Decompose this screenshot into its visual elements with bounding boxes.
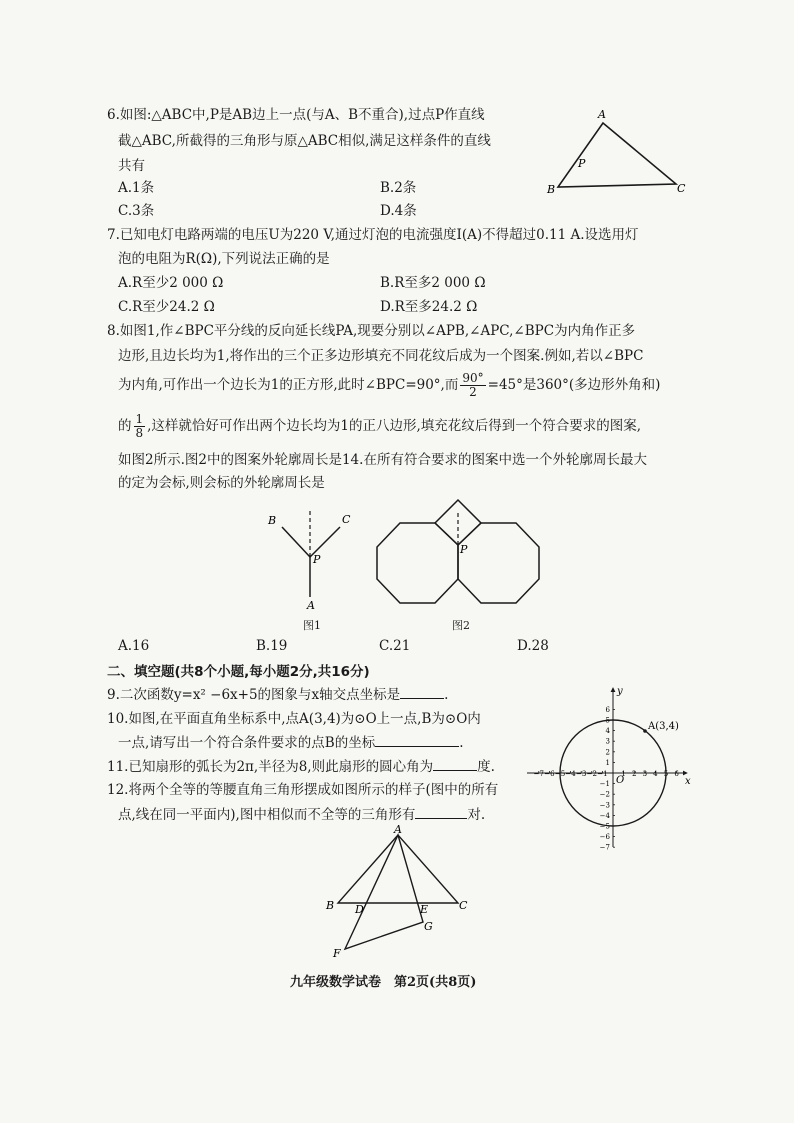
q10-text-end: . [459, 735, 464, 751]
q8-line3-start: 为内角,可作出一个边长为1的正方形,此时∠BPC=90°,而 [118, 377, 459, 393]
q7-line1: 7.已知电灯电路两端的电压U为220 V,通过灯泡的电流强度I(A)不得超过0.11 A.设选用灯 [107, 227, 639, 243]
x-tick-label: −5 [554, 770, 566, 778]
q6-option-c[interactable]: C.3条 [118, 203, 155, 219]
q12-label-a: A [394, 825, 402, 836]
x-tick-label: −7 [533, 770, 544, 778]
q6-option-a[interactable]: A.1条 [118, 180, 155, 196]
y-tick-label: 1 [605, 758, 610, 767]
y-tick-label: 3 [605, 737, 610, 746]
q8-line3 [118, 372, 660, 399]
y-tick-label: 4 [605, 727, 610, 736]
q6-label-a: A [598, 108, 606, 121]
q8-line4 [118, 413, 641, 440]
q9-text: 9.二次函数y=x² −6x+5的图象与x轴交点坐标是 [107, 687, 401, 703]
q6-label-c: C [677, 182, 686, 195]
q12-label-d: D [355, 903, 364, 916]
q12-line1: 12.将两个全等的等腰直角三角形摆成如图所示的样子(图中的所有 [107, 782, 499, 798]
q11-line [107, 756, 495, 777]
origin-label: O [616, 775, 625, 786]
q7-option-a[interactable]: A.R至少2 000 Ω [118, 275, 224, 291]
q8-line5: 如图2所示.图2中的图案外轮廓周长是14.在所有符合要求的图案中选一个外轮廓周长最大 [118, 452, 647, 468]
point-a [643, 729, 647, 733]
q8-line3-end: =45°是360°(多边形外角和) [487, 377, 661, 393]
y-tick-label: −2 [599, 790, 610, 799]
q6-option-d[interactable]: D.4条 [380, 203, 417, 219]
q7-line2: 泡的电阻为R(Ω),下列说法正确的是 [118, 251, 330, 267]
x-tick-label: −3 [576, 770, 587, 778]
q6-line1: 6.如图:△ABC中,P是AB边上一点(与A、B不重合),过点P作直线 [107, 107, 485, 123]
q11-answer-blank[interactable] [433, 756, 477, 771]
y-axis-label: y [617, 686, 623, 697]
q6-option-b[interactable]: B.2条 [380, 180, 417, 196]
q6-triangle-figure [540, 105, 700, 200]
q7-option-d[interactable]: D.R至多24.2 Ω [380, 299, 478, 315]
x-axis-label: x [685, 776, 691, 787]
q8-option-b[interactable]: B.19 [256, 638, 288, 654]
page-footer: 九年级数学试卷 第2页(共8页) [290, 975, 477, 990]
q11-text-end: 度. [477, 759, 495, 775]
x-tick-label: 2 [631, 770, 637, 778]
x-tick-label: 6 [674, 770, 679, 778]
q8-line6: 的定为会标,则会标的外轮廓周长是 [118, 475, 325, 491]
q8-figure1-caption: 图1 [303, 619, 321, 632]
q10-text: 一点,请写出一个符合条件要求的点B的坐标 [118, 735, 376, 751]
q6-line2: 截△ABC,所截得的三角形与原△ABC相似,满足这样条件的直线 [118, 133, 491, 149]
q8-line4-start: 的 [118, 418, 132, 434]
q12-answer-blank[interactable] [415, 804, 467, 819]
q8-option-a[interactable]: A.16 [118, 638, 150, 654]
q12-label-f: F [333, 947, 341, 960]
q8-fraction-1-over-8: $\frac{1}{8}$ [135, 412, 144, 440]
q10-coordinate-figure [525, 684, 695, 852]
q12-label-g: G [424, 920, 433, 933]
q8-figure2 [372, 495, 547, 610]
q6-line3: 共有 [118, 158, 145, 174]
x-tick-label: 4 [653, 770, 658, 778]
q8-line1: 8.如图1,作∠BPC平分线的反向延长线PA,现要分别以∠APB,∠APC,∠BPC为内角作正多 [107, 323, 636, 339]
y-tick-label: −3 [599, 801, 610, 810]
q6-label-p: P [578, 157, 586, 170]
q8-option-c[interactable]: C.21 [379, 638, 411, 654]
q8-line2: 边形,且边长均为1,将作出的三个正多边形填充不同花纹后成为一个图案.例如,若以∠BPC [118, 348, 644, 364]
y-tick-label: −6 [599, 833, 610, 842]
point-a-label: A(3,4) [648, 721, 679, 732]
q8-option-d[interactable]: D.28 [517, 638, 549, 654]
q10-answer-blank[interactable] [375, 732, 459, 747]
q12-line2 [118, 804, 485, 825]
q12-text: 点,线在同一平面内),图中相似而不全等的三角形有 [118, 807, 416, 823]
q12-label-b: B [326, 899, 335, 912]
x-tick-label: 3 [642, 770, 648, 778]
x-tick-label: −1 [597, 770, 608, 778]
x-tick-group [534, 770, 680, 778]
y-tick-label: −7 [599, 843, 610, 852]
q8-fraction-90-over-2: $\frac{90^\circ}{2}$ [462, 371, 484, 399]
q11-text: 11.已知扇形的弧长为2π,半径为8,则此扇形的圆心角为 [107, 759, 434, 775]
q9-answer-blank[interactable] [400, 684, 444, 699]
x-tick-label: −6 [544, 770, 555, 778]
fig1-label-p: P [313, 553, 321, 566]
y-tick-label: 2 [605, 748, 610, 757]
q6-label-b: B [547, 183, 556, 196]
q8-figure2-caption: 图2 [452, 619, 470, 632]
q9-text-end: . [444, 687, 449, 703]
x-tick-label: −4 [565, 770, 576, 778]
q7-option-b[interactable]: B.R至多2 000 Ω [380, 275, 486, 291]
y-tick-label: −1 [599, 780, 610, 789]
fig1-label-a: A [307, 599, 315, 612]
q12-figure [320, 825, 470, 960]
q8-line4-end: ,这样就恰好可作出两个边长均为1的正八边形,填充花纹后得到一个符合要求的图案, [147, 418, 642, 434]
x-tick-label: 5 [663, 770, 669, 778]
section2-title: 二、填空题(共8个小题,每小题2分,共16分) [107, 664, 370, 680]
q12-label-c: C [459, 899, 468, 912]
fig1-label-c: C [342, 513, 351, 526]
x-tick-label: −2 [586, 770, 597, 778]
q10-line1: 10.如图,在平面直角坐标系中,点A(3,4)为⊙O上一点,B为⊙O内 [107, 711, 481, 727]
q8-figure1 [260, 505, 360, 615]
q7-option-c[interactable]: C.R至少24.2 Ω [118, 299, 215, 315]
q9-line [107, 684, 448, 705]
y-tick-label: 6 [605, 705, 610, 714]
y-tick-label: 5 [605, 716, 610, 725]
q10-line2 [118, 732, 464, 753]
fig2-label-p: P [460, 543, 468, 556]
fig1-label-b: B [268, 514, 277, 527]
q12-text-end: 对. [467, 807, 486, 823]
q12-label-e: E [420, 903, 429, 916]
y-tick-label: −4 [599, 811, 610, 820]
y-tick-label: −5 [599, 822, 610, 831]
x-tick-label: 1 [621, 770, 626, 778]
